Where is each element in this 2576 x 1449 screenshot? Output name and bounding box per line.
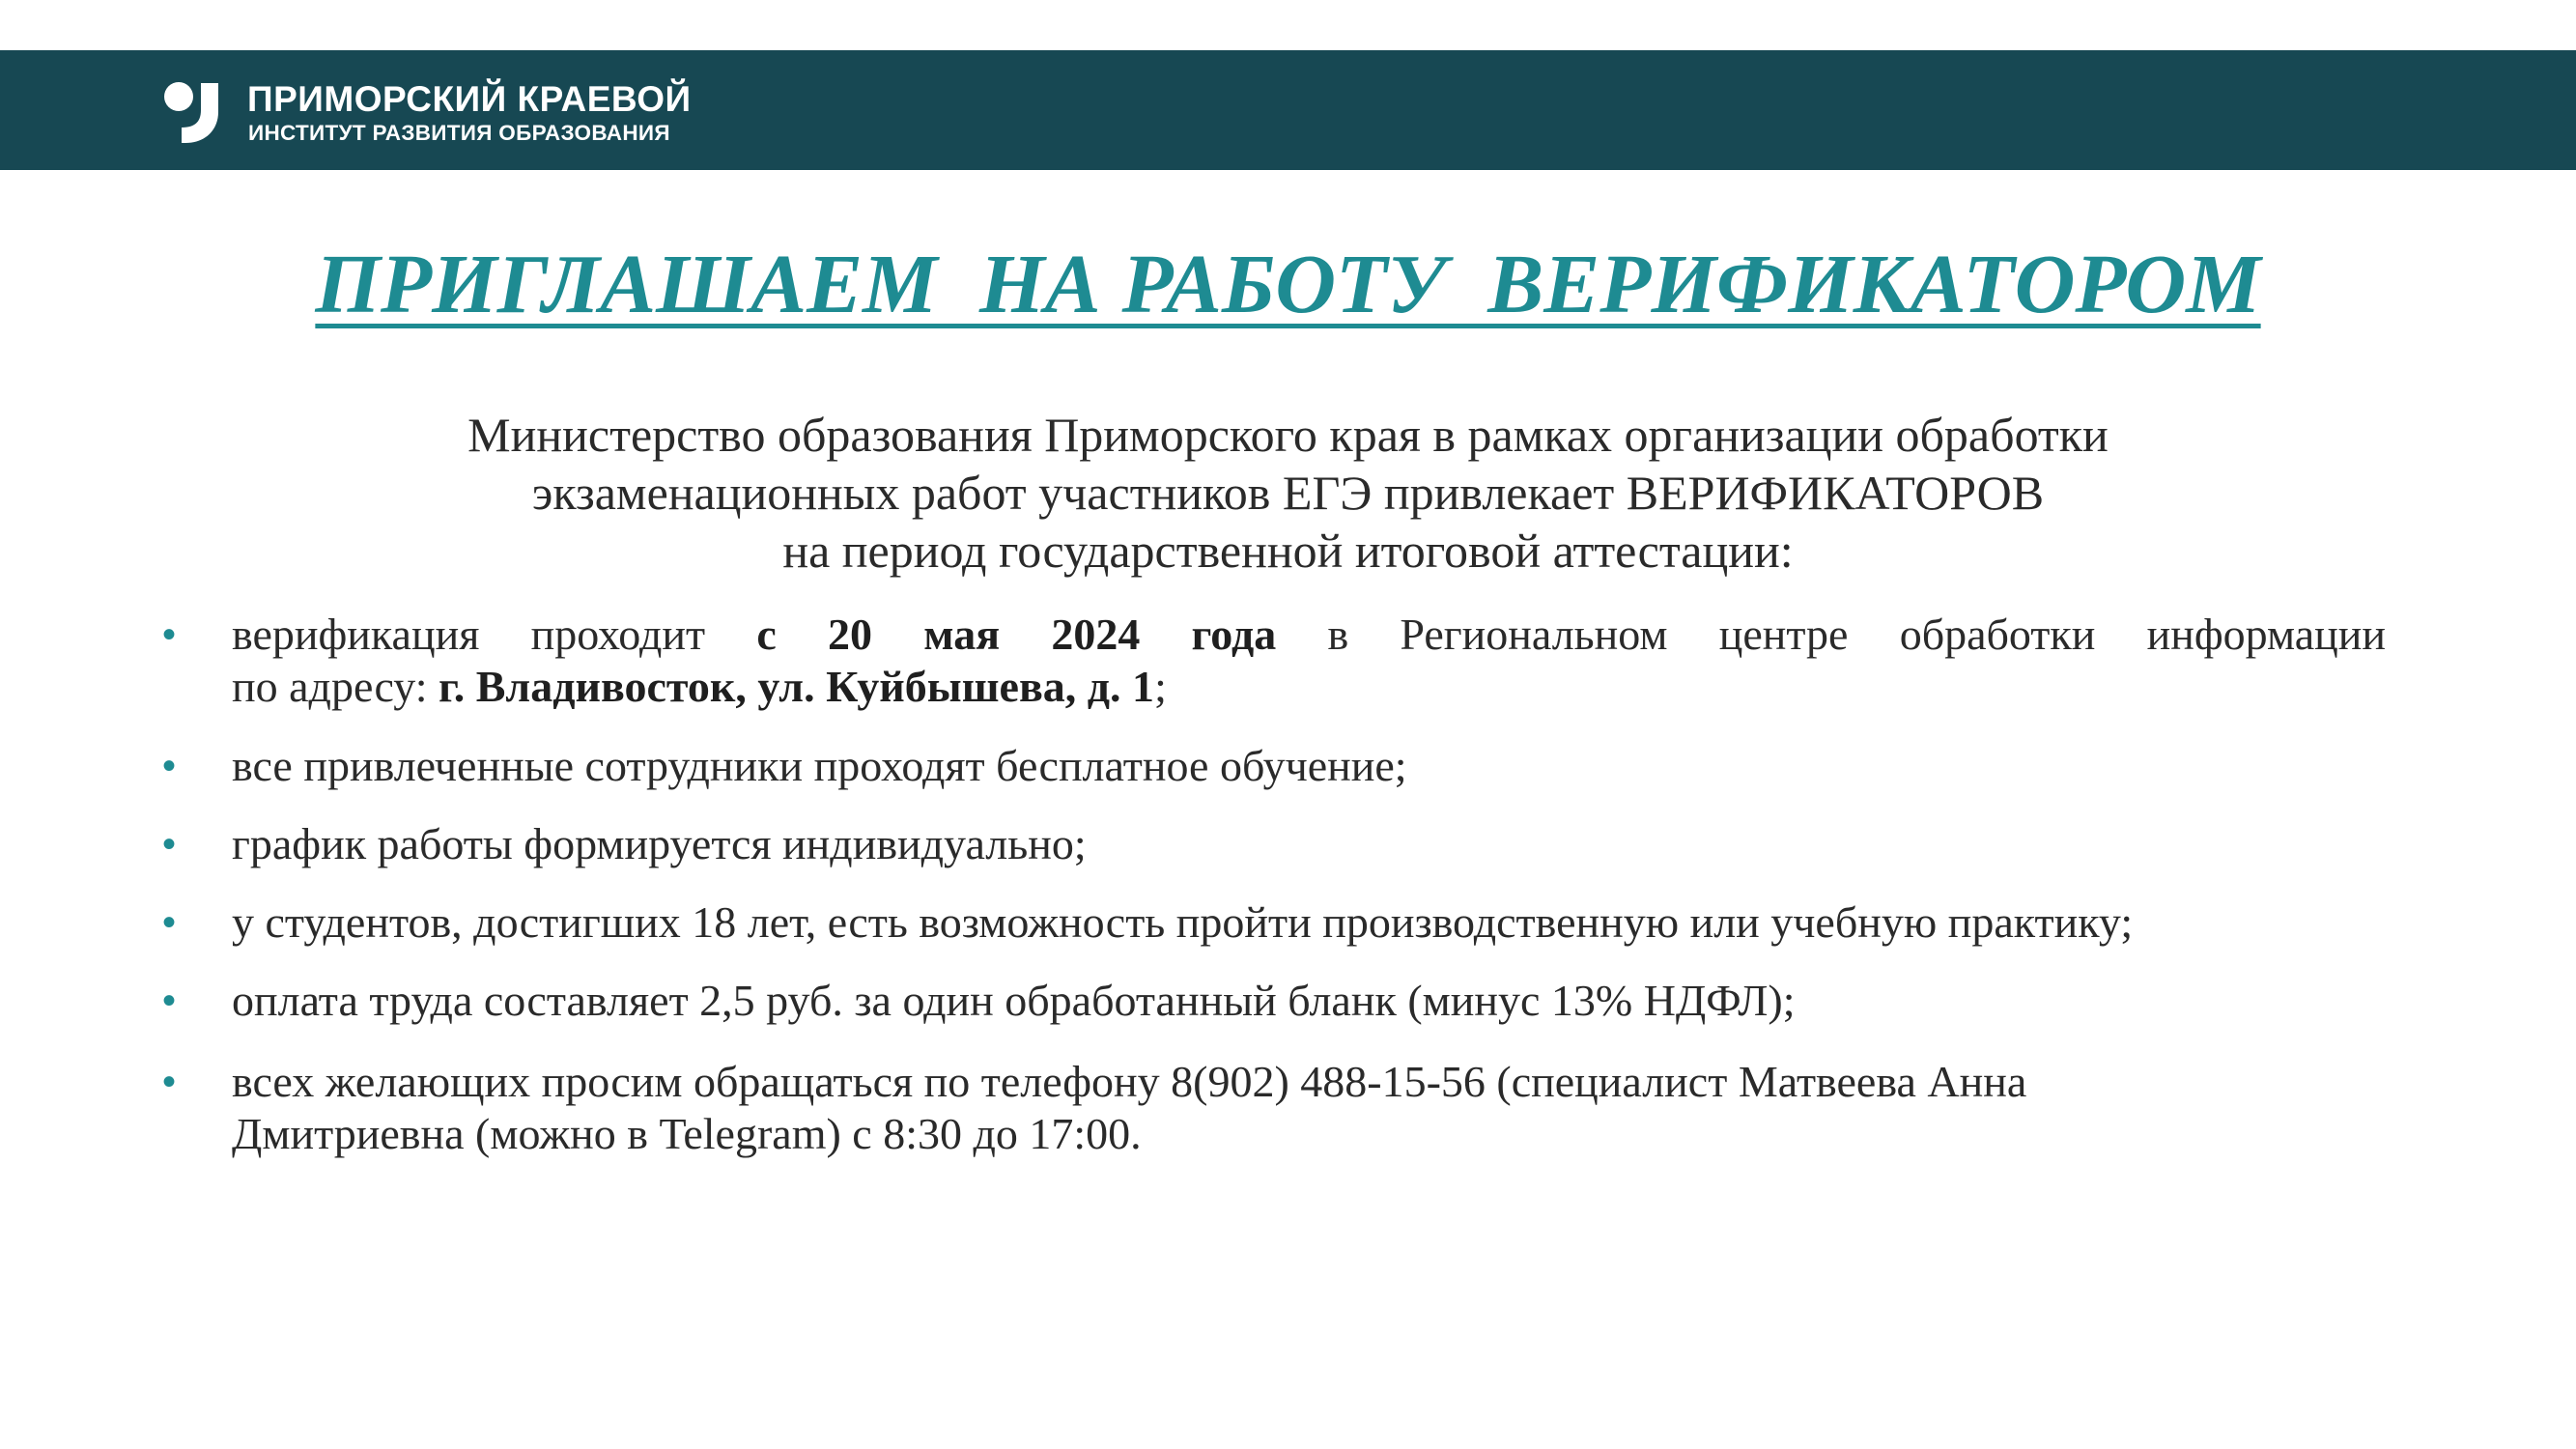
intro-line-3: на период государственной итоговой аттестации: [782,524,1794,578]
page-title-text: ПРИГЛАШАЕМ НА РАБОТУ ВЕРИФИКАТОРОМ [315,237,2261,330]
list-item-text: график работы формируется индивидуально; [232,819,1087,868]
intro-line-1: Министерство образования Приморского края в рамках организации обработки [467,408,2109,462]
bullet-icon: • [162,745,177,787]
list-item-text: оплата труда составляет 2,5 руб. за один обработанный бланк (минус 13% НДФЛ); [232,976,1796,1025]
contact-line-2: Дмитриевна (можно в Telegram) с 8:30 до 17:00. [232,1109,1142,1158]
bullet-icon: • [162,901,177,944]
bullet-icon: • [162,613,177,656]
list-item [162,975,2386,1027]
list-item-text: в Региональном центре обработки информации [1276,610,2387,659]
intro-line-2: экзаменационных работ участников ЕГЭ привлекает ВЕРИФИКАТОРОВ [531,466,2045,520]
list-item-text: верификация проходит [232,610,757,659]
list-item [162,896,2386,949]
bullet-icon: • [162,980,177,1022]
org-name-line1: ПРИМОРСКИЙ КРАЕВОЙ [247,79,692,119]
list-item [162,609,2387,713]
list-item-line [232,661,2386,713]
contact-line-1: всех желающих просим обращаться по телефону 8(902) 488-15-56 (специалист Матвеева Анна [232,1057,2027,1106]
list-item [162,1056,2386,1160]
address: г. Владивосток, ул. Куйбышева, д. 1 [439,662,1155,711]
list-item [162,818,2386,870]
list-item-line [232,609,2386,661]
list-item-text: все привлеченные сотрудники проходят бесплатное обучение; [232,741,1407,790]
list-item [162,740,2386,792]
bullet-icon: • [162,1061,177,1103]
list-item-text: по адресу: [232,662,439,711]
list-item-text: у студентов, достигших 18 лет, есть возможность пройти производственную или учебную практику; [232,897,2134,947]
list-item-text: ; [1154,662,1167,711]
org-name-line2: ИНСТИТУТ РАЗВИТИЯ ОБРАЗОВАНИЯ [248,121,670,145]
bullet-icon: • [162,823,177,866]
start-date: с 20 мая 2024 года [756,610,1277,659]
